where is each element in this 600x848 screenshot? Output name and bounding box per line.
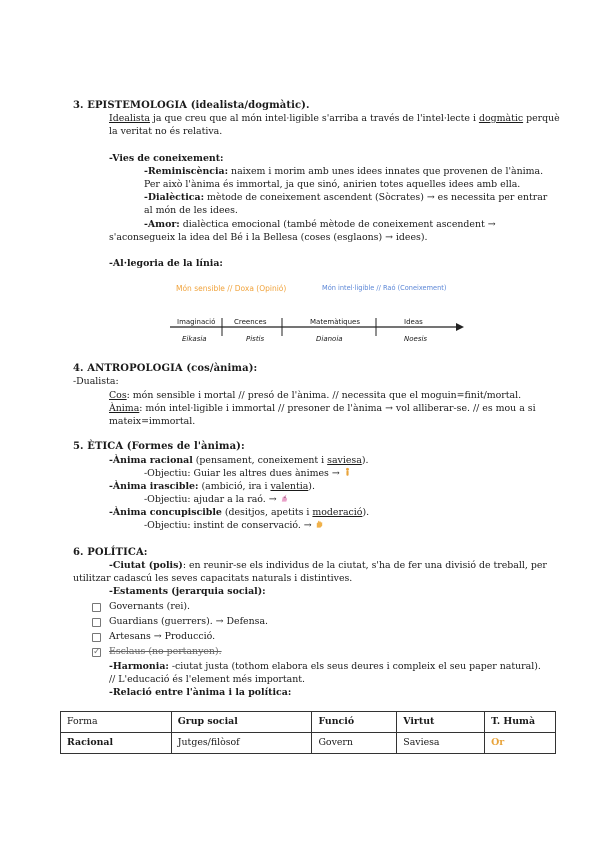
top-label-1: Creences <box>234 318 267 326</box>
table-header-cell: Virtut <box>397 712 485 733</box>
dialectica-line: -Dialèctica: mètode de coneixement ascendent (Sòcrates) → es necessita per entrar <box>144 192 548 203</box>
section-5-heading: 5. ÈTICA (Formes de l'ànima): <box>73 441 245 452</box>
table-cell: Saviesa <box>397 733 485 754</box>
idealista-line <box>109 112 560 125</box>
estament-label: Guardians (guerrers). → Defensa. <box>109 616 269 627</box>
table-header-cell: Grup social <box>171 712 312 733</box>
relation-table <box>60 711 556 754</box>
section-6-heading: 6. POLÍTICA: <box>73 547 148 558</box>
amor-line: -Amor: dialèctica emocional (també mètode de coneixement ascendent → <box>144 219 496 230</box>
bottom-label-1: Pistis <box>246 335 265 343</box>
bottom-label-2: Dianoia <box>316 335 343 343</box>
reminiscencia-line: -Reminiscència: naixem i morim amb unes idees innates que provenen de l'ànima. <box>144 166 544 177</box>
estament-label: Governants (rei). <box>109 601 191 612</box>
top-label-3: Ideas <box>404 318 423 326</box>
unicorn-icon <box>280 493 289 503</box>
table-header-cell: Forma <box>61 712 172 733</box>
table-header-cell: Funció <box>312 712 397 733</box>
top-label-0: Imaginació <box>177 318 216 326</box>
dualista-label: -Dualista: <box>73 376 119 387</box>
intelligible-label: Món intel·ligible // Raó (Coneixement) <box>322 284 447 292</box>
irascible-objectiu: -Objectiu: ajudar a la raó. → <box>144 493 289 506</box>
section-3-heading: 3. EPISTEMOLOGIA (idealista/dogmàtic). <box>73 100 310 111</box>
idealista-line-2: la veritat no és relativa. <box>109 126 223 137</box>
bottom-label-3: Noesis <box>404 335 428 343</box>
linia-label: -Al·legoria de la línia: <box>109 258 223 269</box>
anima-irascible-line: -Ànima irascible: (ambició, ira i valentia). <box>109 481 315 492</box>
checkbox-governants[interactable] <box>92 603 101 612</box>
sensible-label: Món sensible // Doxa (Opinió) <box>176 284 287 293</box>
table-cell: Jutges/filòsof <box>171 733 312 754</box>
anima-concupiscible-line: -Ànima concupiscible (desitjos, apetits i moderació). <box>109 507 370 518</box>
estaments-label: -Estaments (jerarquia social): <box>109 586 266 597</box>
checkbox-guardians[interactable] <box>92 618 101 627</box>
idealista-end: perquè <box>523 113 560 124</box>
idealista-text: ja que creu que al món intel·ligible s'arriba a través de l'intel·lecte i <box>150 113 479 124</box>
estament-label: Artesans → Producció. <box>109 631 216 642</box>
vies-label: -Vies de coneixement: <box>109 153 224 164</box>
reminiscencia-line-2: Per això l'ànima és immortal, ja que sinó, anirien totes aquelles idees amb ella. <box>144 179 521 190</box>
arrow-head <box>456 323 464 331</box>
harmonia-line-2: // L'educació és l'element més important. <box>109 674 306 685</box>
racional-objectiu: -Objectiu: Guiar les altres dues ànimes → <box>144 467 352 480</box>
table-header-row <box>61 712 556 733</box>
section-4-heading: 4. ANTROPOLOGIA (cos/ànima): <box>73 363 258 374</box>
checkbox-artesans[interactable] <box>92 633 101 642</box>
harmonia-line: -Harmonia: -ciutat justa (tothom elabora els seus deures i compleix el seu paper natural). <box>109 661 541 672</box>
amor-line-2: s'aconsegueix la idea del Bé i la Bellesa (coses (esglaons) → idees). <box>109 232 428 243</box>
anima-racional-line: -Ànima racional (pensament, coneixement i saviesa). <box>109 455 369 466</box>
dogmatic-word: dogmàtic <box>478 113 524 124</box>
bottom-label-0: Eikasia <box>182 335 207 343</box>
table-cell: Govern <box>312 733 397 754</box>
idealista-word: Idealista <box>109 113 151 124</box>
dialectica-line-2: al món de les idees. <box>144 205 238 216</box>
ciutat-line: -Ciutat (polis): en reunir-se els individus de la ciutat, s'ha de fer una divisió de treball, per <box>109 560 547 571</box>
estament-label: Esclaus (no pertanyen). <box>109 646 222 657</box>
hand-icon <box>315 519 324 529</box>
table-row <box>61 733 556 754</box>
anima-line-2: mateix=immortal. <box>109 416 196 427</box>
table-cell: Racional <box>61 733 172 754</box>
table-cell: Or <box>485 733 556 754</box>
checkbox-esclaus[interactable] <box>92 648 101 657</box>
concupiscible-objectiu: -Objectiu: instint de conservació. → <box>144 519 324 532</box>
anima-line: Ànima: món intel·ligible i immortal // presoner de l'ànima → vol alliberar-se. // es mou a si <box>109 403 536 414</box>
top-label-2: Matemàtiques <box>310 318 361 326</box>
ciutat-line-2: utilitzar cadascú les seves capacitats naturals i distintives. <box>73 573 353 584</box>
relacio-label: -Relació entre l'ànima i la política: <box>109 687 292 698</box>
table-header-cell: T. Humà <box>485 712 556 733</box>
line-allegory-diagram <box>170 278 470 348</box>
gold-figure-icon <box>343 467 352 477</box>
cos-line: Cos: món sensible i mortal // presó de l'ànima. // necessita que el moguin=finit/mortal. <box>109 390 522 401</box>
